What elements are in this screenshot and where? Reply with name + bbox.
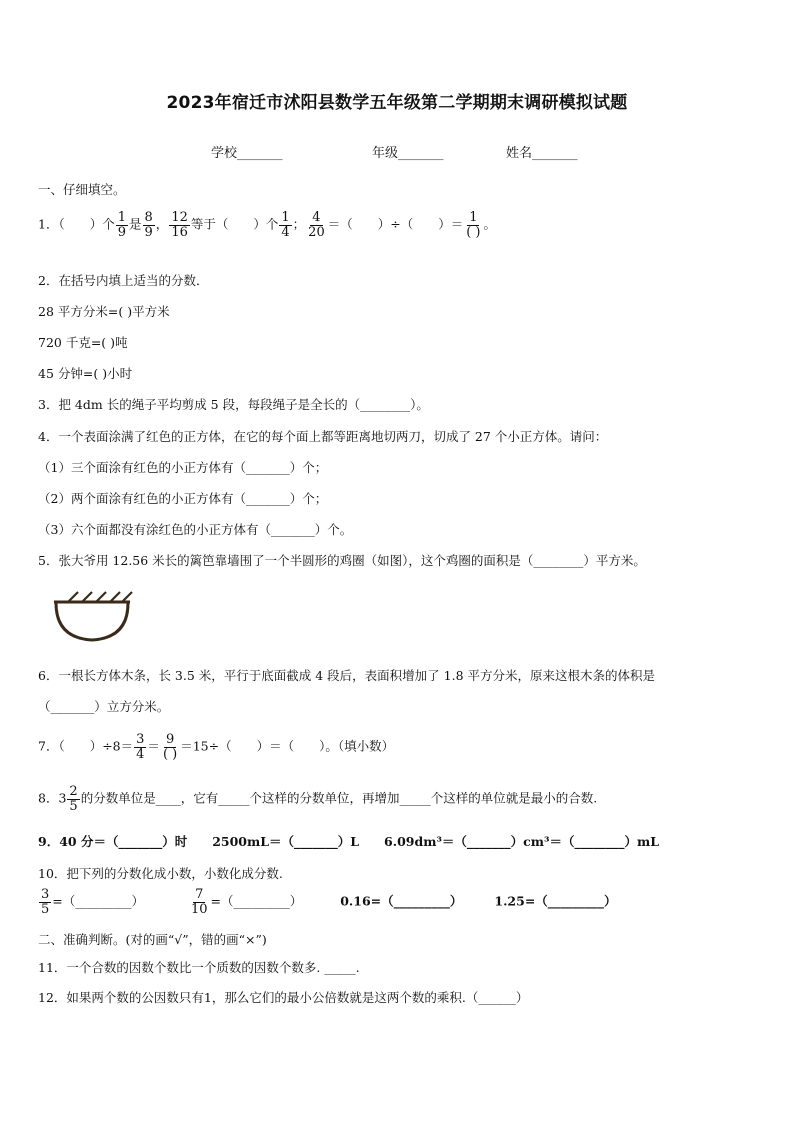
- q10-answer-b: =（_________）: [210, 893, 303, 909]
- grade-field: [372, 142, 444, 161]
- school-label: 学校: [211, 146, 238, 161]
- question-10: 10．把下列的分数化成小数，小数化成分数.: [38, 866, 283, 881]
- question-11: 11．一个合数的因数个数比一个质数的因数个数多. _____.: [38, 960, 360, 975]
- question-4: 4．一个表面涂满了红色的正方体，在它的每个面上都等距离地切两刀，切成了 27 个小正方体。请问：: [38, 429, 608, 444]
- question-2b: 720 千克=( )吨: [38, 335, 128, 350]
- q1-text-d: 等于（ ）个: [190, 216, 279, 232]
- question-10-items: [38, 888, 617, 916]
- q1-fraction-2: $\frac{8}{9}$: [144, 210, 153, 240]
- question-4a: （1）三个面涂有红色的小正方体有（_______）个；: [38, 460, 328, 475]
- q10-fraction-2: $\frac{7}{10}$: [190, 887, 208, 917]
- question-4c: （3）六个面都没有涂红色的小正方体有（_______）个。: [38, 522, 353, 537]
- q1-fraction-3: $\frac{12}{16}$: [171, 210, 188, 240]
- q1-fraction-1: $\frac{1}{9}$: [117, 210, 126, 240]
- q1-fraction-6: $\frac{1}{( )}$: [466, 210, 481, 240]
- question-1: [38, 211, 496, 239]
- q10-answer-c: 0.16=（_________）: [340, 893, 463, 909]
- question-7: [38, 733, 394, 761]
- q8-fraction: $\frac{2}{5}$: [69, 784, 78, 814]
- question-3: 3．把 4dm 长的绳子平均剪成 5 段，每段绳子是全长的（________）。: [38, 397, 429, 412]
- question-6b: （_______）立方分米。: [38, 699, 170, 714]
- section-heading-2: 二、准确判断。(对的画“√”，错的画“×”): [38, 932, 267, 947]
- question-6: 6．一根长方体木条，长 3.5 米，平行于底面截成 4 段后，表面积增加了 1.8 平方分米，原来这根木条的体积是: [38, 668, 656, 683]
- q7-fraction-1: $\frac{3}{4}$: [136, 732, 145, 762]
- name-field: [506, 142, 578, 161]
- q7-text-b: ＝: [147, 738, 160, 754]
- q10-answer-a: =（_________）: [52, 893, 145, 909]
- question-5: 5．张大爷用 12.56 米长的篱笆靠墙围了一个半圆形的鸡圈（如图），这个鸡圈的面积是（________）平方米。: [38, 553, 646, 568]
- name-label: 姓名: [506, 146, 533, 161]
- q10-fraction-1: $\frac{3}{5}$: [41, 887, 50, 917]
- question-8: [38, 785, 597, 813]
- question-12: 12．如果两个数的公因数只有1，那么它们的最小公倍数就是这两个数的乘积.（______）: [38, 990, 529, 1005]
- q1-text-g: 。: [483, 216, 496, 232]
- page-title: 2023年宿迁市沭阳县数学五年级第二学期期末调研模拟试题: [166, 93, 628, 113]
- q7-text-a: 7．（ ）÷8＝: [38, 738, 134, 754]
- q1-fraction-4: $\frac{1}{4}$: [281, 210, 290, 240]
- semicircle-pen-figure: [50, 590, 136, 644]
- grade-blank: _______: [398, 146, 444, 161]
- q1-text-a: 1．（ ）个: [38, 216, 115, 232]
- q1-text-b: 是: [129, 216, 142, 232]
- semicircle-fence: [56, 603, 128, 640]
- question-2c: 45 分钟=( )小时: [38, 366, 133, 381]
- q8-text-a: 8．3: [38, 790, 67, 806]
- q1-fraction-5: $\frac{4}{20}$: [308, 210, 325, 240]
- q7-fraction-2: $\frac{9}{( )}$: [162, 732, 178, 762]
- question-2a: 28 平方分米=( )平方米: [38, 304, 170, 319]
- q8-text-b: 的分数单位是____，它有_____个这样的分数单位，再增加_____个这样的单位就是最小的合数.: [80, 790, 598, 806]
- question-4b: （2）两个面涂有红色的小正方体有（_______）个；: [38, 491, 328, 506]
- section-heading-1: 一、仔细填空。: [38, 182, 126, 197]
- school-field: [211, 142, 283, 161]
- q1-text-c: ，: [155, 216, 169, 232]
- q7-text-c: ＝15÷（ ）＝（ ）。（填小数）: [180, 738, 395, 754]
- name-blank: _______: [532, 146, 578, 161]
- q1-text-f: ＝（ ）÷（ ）＝: [327, 216, 464, 232]
- school-blank: _______: [237, 146, 283, 161]
- grade-label: 年级: [372, 146, 399, 161]
- q10-answer-d: 1.25=（_________）: [494, 893, 617, 909]
- question-2: 2．在括号内填上适当的分数．: [38, 273, 209, 288]
- question-9: 9．40 分＝（_______）时 2500mL＝（_______）L 6.09dm³＝（_______）cm³＝（________）mL: [38, 834, 660, 849]
- q1-text-e: ；: [292, 216, 306, 232]
